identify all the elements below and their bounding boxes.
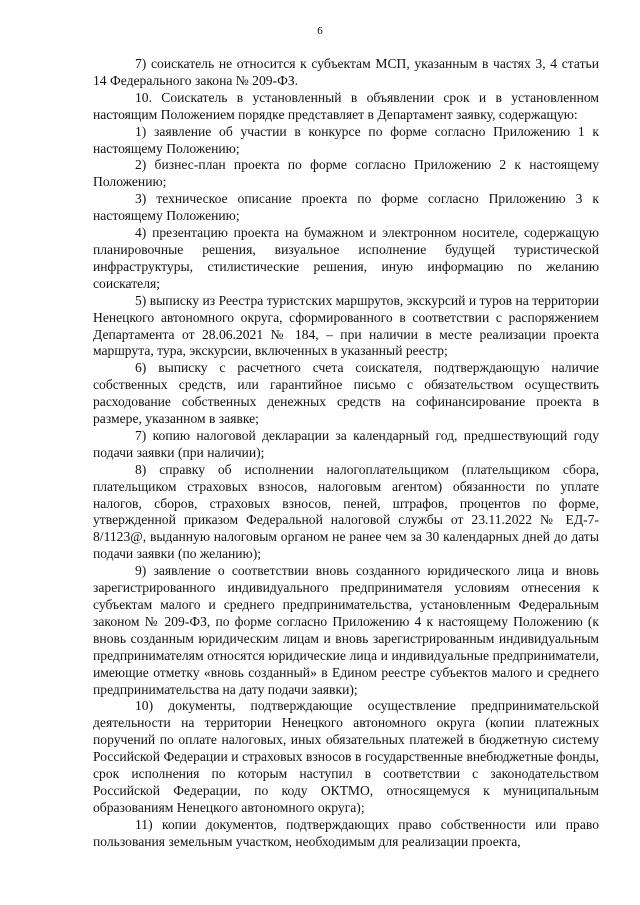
paragraph-item-3-technical-description: 3) техническое описание проекта по форме согласно Приложению 3 к настоящему Положению; <box>93 191 599 224</box>
paragraph-item-10-business-documents: 10) документы, подтверждающие осуществление предпринимательской деятельности на территории Ненецкого автономного округа (копии платежных поручений по оплате налоговых, иных обязательных платежей в бюджетную систему Российской Федерации и страховых взносов в государственные внебюджетные фонды, срок исполнения по которым наступил в соответствии с законодательством Российской Федерации, по коду ОКТМО, относящемуся к муниципальным образованиям Ненецкого автономного округа); <box>93 698 599 815</box>
document-body <box>93 56 599 851</box>
paragraph-section-10: 10. Соискатель в установленный в объявлении срок и в установленном настоящим Положением порядке представляет в Департамент заявку, содержащую: <box>93 89 599 122</box>
paragraph-item-5-registry-extract: 5) выписку из Реестра туристских маршрутов, экскурсий и туров на территории Ненецкого автономного округа, сформированного в соответствии с распоряжением Департамента от 28.06.2021 № 184, – при наличии в месте реализации проекта маршрута, тура, экскурсии, включенных в указанный реестр; <box>93 292 599 359</box>
paragraph-item-1-application: 1) заявление об участии в конкурсе по форме согласно Приложению 1 к настоящему Положению; <box>93 123 599 156</box>
paragraph-item-2-business-plan: 2) бизнес-план проекта по форме согласно Приложению 2 к настоящему Положению; <box>93 157 599 190</box>
page-number: 6 <box>317 25 323 37</box>
paragraph-item-8-tax-certificate: 8) справку об исполнении налогоплательщиком (плательщиком сбора, плательщиком страховых взносов, налоговым агентом) обязанности по уплате налогов, сборов, страховых взносов, пеней, штрафов, процентов по форме, утвержденной приказом Федеральной налоговой службы от 23.11.2022 № ЕД-7-8/1123@, выданную налоговым органом не ранее чем за 30 календарных дней до даты подачи заявки (по желанию); <box>93 461 599 562</box>
paragraph-item-11-land-documents: 11) копии документов, подтверждающих право собственности или право пользования земельным участком, необходимым для реализации проекта, <box>93 816 599 849</box>
paragraph-item-7-msp: 7) соискатель не относится к субъектам МСП, указанным в частях 3, 4 статьи 14 Федерального закона № 209-ФЗ. <box>93 56 599 88</box>
paragraph-item-6-bank-statement: 6) выписку с расчетного счета соискателя, подтверждающую наличие собственных средств, или гарантийное письмо с обязательством осуществить расходование собственных денежных средств на софинансирование проекта в размере, указанном в заявке; <box>93 360 599 427</box>
paragraph-item-4-presentation: 4) презентацию проекта на бумажном и электронном носителе, содержащую планировочные решения, визуальное исполнение будущей туристической инфраструктуры, стилистические решения, иную информацию по желанию соискателя; <box>93 225 599 291</box>
paragraph-item-9-sme-statement: 9) заявление о соответствии вновь созданного юридического лица и вновь зарегистрированного индивидуального предпринимателя условиям отнесения к субъектам малого и среднего предпринимательства, установленным Федеральным законом № 209-ФЗ, по форме согласно Приложению 4 к настоящему Положению (к вновь созданным юридическим лицам и вновь зарегистрированным индивидуальным предпринимателям относятся юридические лица и индивидуальные предприниматели, имеющие отметку «вновь созданный» в Едином реестре субъектов малого и среднего предпринимательства на дату подачи заявки); <box>93 563 599 697</box>
paragraph-item-7-tax-declaration: 7) копию налоговой декларации за календарный год, предшествующий году подачи заявки (при наличии); <box>93 427 599 460</box>
